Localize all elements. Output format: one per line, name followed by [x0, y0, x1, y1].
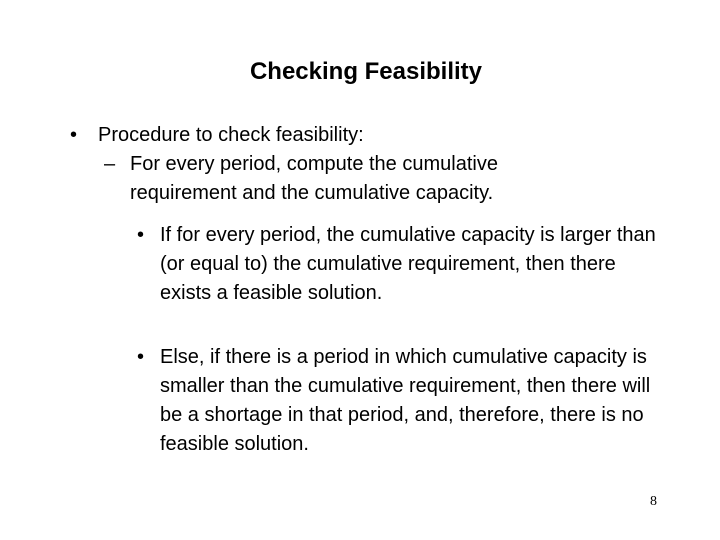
bullet-procedure: Procedure to check feasibility:: [98, 124, 364, 146]
bullet-marker-level3-infeasible: •: [137, 346, 145, 368]
slide-title: Checking Feasibility: [249, 58, 483, 85]
page-number: 8: [650, 494, 657, 509]
bullet-feasible-case: If for every period, the cumulative capacity is larger than (or equal to) the cumulative requirement, then there exists a feasible solution.: [160, 224, 656, 304]
bullet-marker-level1: •: [70, 124, 78, 146]
bullet-step: For every period, compute the cumulative requirement and the cumulative capacity.: [130, 153, 498, 204]
bullet-marker-level2: –: [104, 153, 116, 175]
bullet-infeasible-case: Else, if there is a period in which cumulative capacity is smaller than the cumulative requirement, then there will be a shortage in that period, and, therefore, there is no feasible solution.: [160, 346, 651, 455]
bullet-marker-level3-feasible: •: [137, 224, 145, 246]
